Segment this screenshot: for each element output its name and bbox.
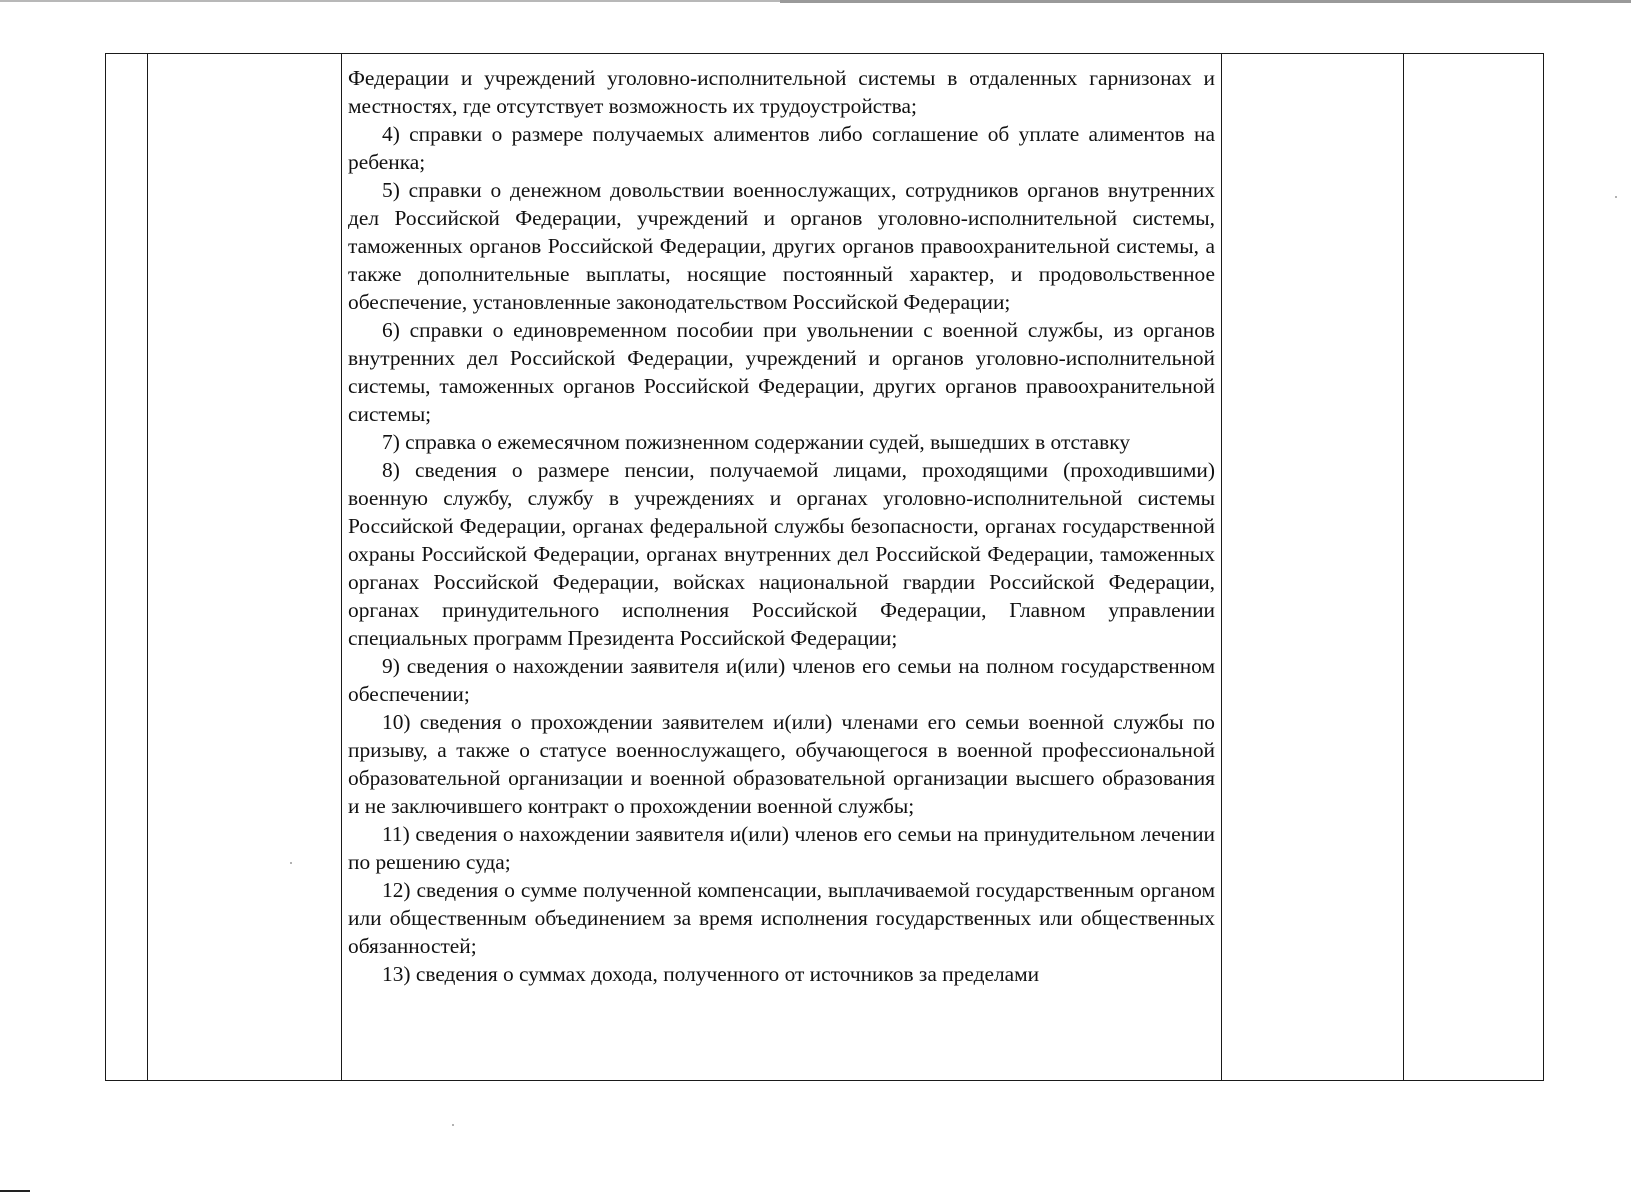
table-cell-empty <box>1222 54 1404 1081</box>
table-cell-documents <box>342 54 1222 1081</box>
scan-speck <box>452 1124 454 1126</box>
paragraph: 8) сведения о размере пенсии, получаемой лицами, проходящими (проходившими) военную службу, службу в учреждениях и органах уголовно-исполнительной системы Российской Федерации, органах федеральной службы безопасности, органах государственной охраны Российской Федерации, органах внутренних дел Российской Федерации, таможенных органах Российской Федерации, войсках национальной гвардии Российской Федерации, органах принудительного исполнения Российской Федерации, Главном управлении специальных программ Президента Российской Федерации; <box>348 458 1215 650</box>
paragraph: Федерации и учреждений уголовно-исполнительной системы в отдаленных гарнизонах и местностях, где отсутствует возможность их трудоустройства; <box>348 66 1215 118</box>
paragraph: 7) справка о ежемесячном пожизненном содержании судей, вышедших в отставку <box>382 430 1131 454</box>
table-cell-empty <box>1404 54 1544 1081</box>
scan-edge-bottom-left <box>0 1190 30 1192</box>
paragraph: 13) сведения о суммах дохода, полученного от источников за пределами <box>382 962 1040 986</box>
document-table <box>105 53 1544 1081</box>
table-cell-number <box>106 54 148 1081</box>
paragraph: 11) сведения о нахождении заявителя и(или) членов его семьи на принудительном лечении по решению суда; <box>348 822 1215 874</box>
paragraph: 12) сведения о сумме полученной компенсации, выплачиваемой государственным органом или общественным объединением за время исполнения государственных или общественных обязанностей; <box>348 878 1215 958</box>
paragraph: 9) сведения о нахождении заявителя и(или) членов его семьи на полном государственном обеспечении; <box>348 654 1215 706</box>
scan-edge-top-right <box>780 0 1631 3</box>
table-row <box>106 54 1544 1081</box>
table-cell-name <box>148 54 342 1081</box>
paragraph: 10) сведения о прохождении заявителем и(или) членами его семьи военной службы по призыву, а также о статусе военнослужащего, обучающегося в военной профессиональной образовательной организации и военной образовательной организации высшего образования и не заключившего контракт о прохождении военной службы; <box>348 710 1215 818</box>
scan-speck <box>1615 196 1617 198</box>
paragraph: 5) справки о денежном довольствии военнослужащих, сотрудников органов внутренних дел Российской Федерации, учреждений и органов уголовно-исполнительной системы, таможенных органов Российской Федерации, других органов правоохранительной системы, а также дополнительные выплаты, носящие постоянный характер, и продовольственное обеспечение, установленные законодательством Российской Федерации; <box>348 178 1215 314</box>
paragraph: 4) справки о размере получаемых алиментов либо соглашение об уплате алиментов на ребенка; <box>348 122 1215 174</box>
paragraph: 6) справки о единовременном пособии при увольнении с военной службы, из органов внутренних дел Российской Федерации, учреждений и органов уголовно-исполнительной системы, таможенных органов Российской Федерации, других органов правоохранительной системы; <box>348 318 1215 426</box>
